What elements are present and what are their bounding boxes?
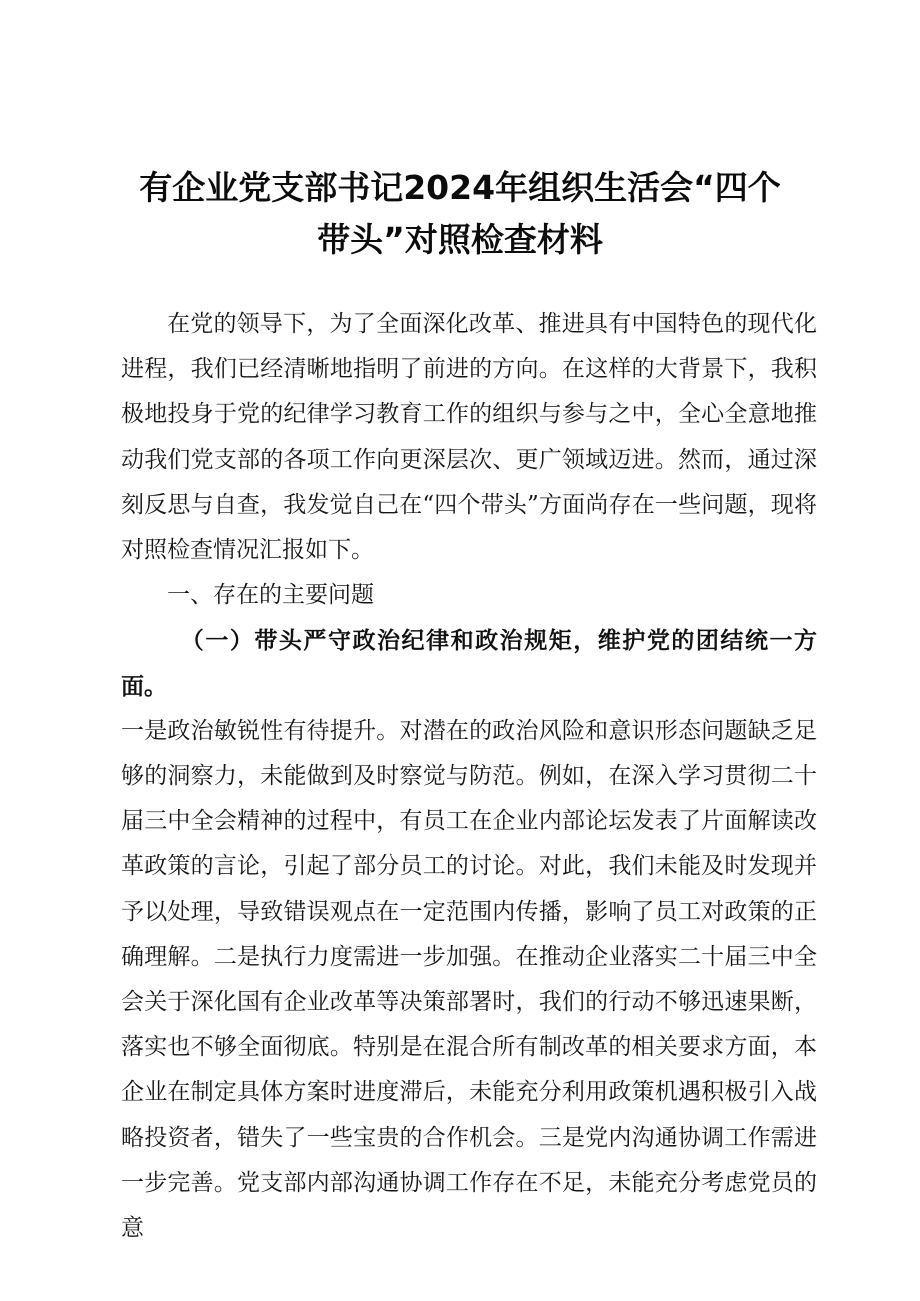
document-body: [121, 302, 817, 1251]
document-title: [110, 162, 810, 266]
title-line-2: 带头”对照检查材料: [317, 220, 603, 259]
subsection-body: 一是政治敏锐性有待提升。对潜在的政治风险和意识形态问题缺乏足够的洞察力，未能做到及时察觉与防范。例如，在深入学习贯彻二十届三中全会精神的过程中，有员工在企业内部论坛发表了片面解读改革政策的言论，引起了部分员工的讨论。对此，我们未能及时发现并予以处理，导致错误观点在一定范围内传播，影响了员工对政策的正确理解。二是执行力度需进一步加强。在推动企业落实二十届三中全会关于深化国有企业改革等决策部署时，我们的行动不够迅速果断，落实也不够全面彻底。特别是在混合所有制改革的相关要求方面，本企业在制定具体方案时进度滞后，未能充分利用政策机遇积极引入战略投资者，错失了一些宝贵的合作机会。三是党内沟通协调工作需进一步完善。党支部内部沟通协调工作存在不足，未能充分考虑党员的意: [121, 717, 817, 1242]
subsection-heading: （一）带头严守政治纪律和政治规矩，维护党的团结统一方面。: [121, 627, 817, 700]
intro-paragraph: 在党的领导下，为了全面深化改革、推进具有中国特色的现代化进程，我们已经清晰地指明了前进的方向。在这样的大背景下，我积极地投身于党的纪律学习教育工作的组织与参与之中，全心全意地推动我们党支部的各项工作向更深层次、更广领域迈进。然而，通过深刻反思与自查，我发觉自己在“四个带头”方面尚存在一些问题，现将对照检查情况汇报如下。: [121, 311, 817, 564]
title-line-1: 有企业党支部书记2024年组织生活会“四个: [139, 168, 781, 207]
section-heading: 一、存在的主要问题: [167, 582, 374, 609]
